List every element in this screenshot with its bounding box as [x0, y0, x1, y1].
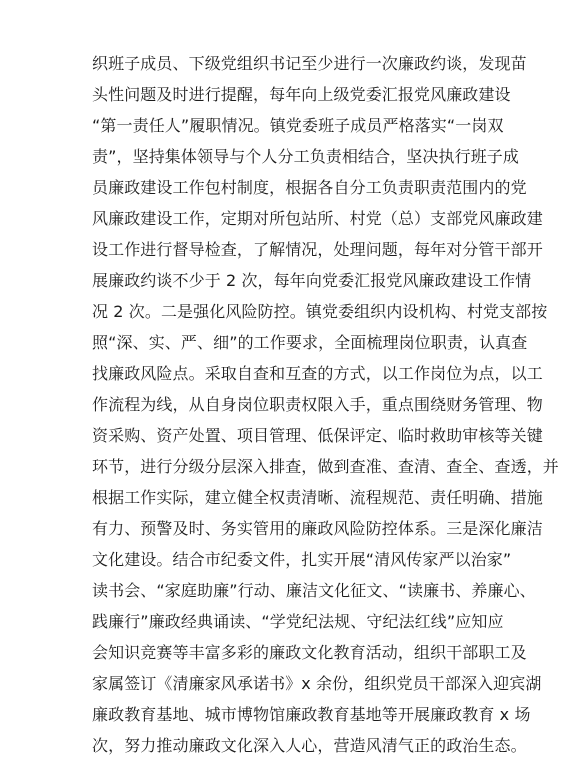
text-line: 读书会、“家庭助廉”行动、廉洁文化征文、“读廉书、养廉心、 — [92, 581, 536, 600]
text-line: 践廉行”廉政经典诵读、“学党纪法规、守纪法红线”应知应 — [92, 612, 504, 631]
text-line: 照“深、实、严、细”的工作要求，全面梳理岗位职责，认真查 — [92, 333, 528, 352]
text-line: 会知识竞赛等丰富多彩的廉政文化教育活动，组织干部职工及 — [92, 643, 527, 662]
text-line: 展廉政约谈不少于 2 次，每年向党委汇报党风廉政建设工作情 — [92, 271, 532, 290]
text-line: 作流程为线，从自身岗位职责权限入手，重点围绕财务管理、物 — [92, 395, 543, 414]
text-line: 次，努力推动廉政文化深入人心，营造风清气正的政治生态。 — [92, 736, 527, 755]
text-line: 头性问题及时进行提醒，每年向上级党委汇报党风廉政建设 — [92, 85, 511, 104]
text-line: 家属签订《清廉家风承诺书》x 余份，组织党员干部深入迎宾湖 — [92, 674, 542, 693]
body-paragraph — [92, 48, 559, 761]
text-line: 况 2 次。二是强化风险防控。镇党委组织内设机构、村党支部按 — [92, 302, 548, 321]
text-line: 找廉政风险点。采取自查和互查的方式，以工作岗位为点，以工 — [92, 364, 543, 383]
text-line: 资采购、资产处置、项目管理、低保评定、临时救助审核等关键 — [92, 426, 543, 445]
text-line: 风廉政建设工作，定期对所包站所、村党（总）支部党风廉政建 — [92, 209, 543, 228]
text-line: “第一责任人”履职情况。镇党委班子成员严格落实“一岗双 — [92, 116, 504, 135]
text-line: 织班子成员、下级党组织书记至少进行一次廉政约谈，发现苗 — [92, 54, 527, 73]
text-line: 廉政教育基地、城市博物馆廉政教育基地等开展廉政教育 x 场 — [92, 705, 531, 724]
text-line: 环节，进行分级分层深入排查，做到查准、查清、查全、查透，并 — [92, 457, 559, 476]
text-line: 有力、预警及时、务实管用的廉政风险防控体系。三是深化廉洁 — [92, 519, 543, 538]
text-line: 根据工作实际，建立健全权责清晰、流程规范、责任明确、措施 — [92, 488, 543, 507]
text-line: 责”，坚持集体领导与个人分工负责相结合，坚决执行班子成 — [92, 147, 519, 166]
text-line: 文化建设。结合市纪委文件，扎实开展“清风传家严以治家” — [92, 550, 512, 569]
text-line: 设工作进行督导检查，了解情况，处理问题，每年对分管干部开 — [92, 240, 543, 259]
text-line: 员廉政建设工作包村制度，根据各自分工负责职责范围内的党 — [92, 178, 527, 197]
